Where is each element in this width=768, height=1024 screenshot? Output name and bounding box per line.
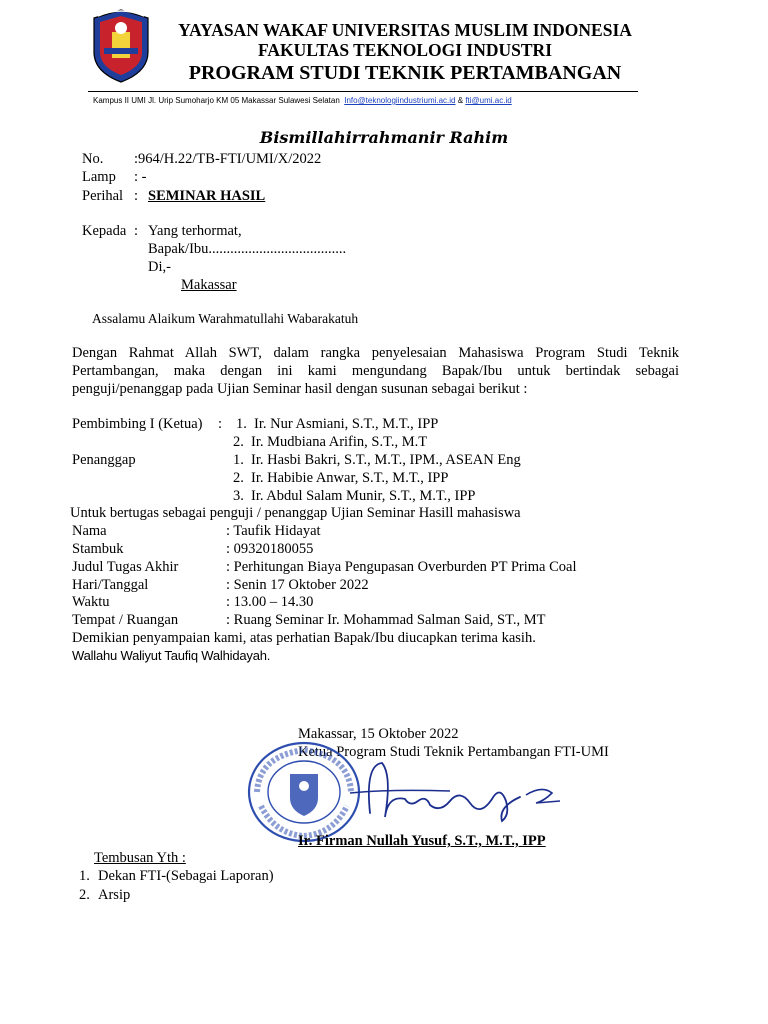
detail-value: : Perhitungan Biaya Pengupasan Overburden PT Prima Coal [226,559,577,575]
signature-position: Ketua Program Studi Teknik Pertambangan FTI-UMI [298,744,609,760]
detail-value: : 13.00 – 14.30 [226,594,314,610]
basmalah-heading: Bismillahirrahmanir Rahim [259,128,509,147]
pembimbing-colon: : [218,416,223,432]
perihal-value: SEMINAR HASIL [148,188,266,204]
header-divider [88,91,638,92]
penanggap-label: Penanggap [72,452,136,468]
penanggap-name: Ir. Abdul Salam Munir, S.T., M.T., IPP [251,488,476,504]
lamp-value: : - [134,169,147,185]
detail-label: Waktu [72,594,110,610]
lamp-label: Lamp [82,169,116,185]
signature-place-date: Makassar, 15 Oktober 2022 [298,726,459,742]
pembimbing-num: 2. [233,434,244,450]
cc-item-text: Arsip [98,887,131,903]
greeting: Assalamu Alaikum Warahmatullahi Wabarakatuh [92,311,359,326]
email-link-fti[interactable]: fti@umi.ac.id [465,96,512,105]
perihal-colon: : [134,188,139,204]
header-line-3: PROGRAM STUDI TEKNIK PERTAMBANGAN [188,62,622,84]
email-link-info[interactable]: Info@teknologiindustriumi.ac.id [344,96,456,105]
penanggap-num: 3. [233,488,244,504]
detail-label: Stambuk [72,541,124,557]
kepada-colon: : [134,223,139,239]
header-address-line [93,96,512,105]
penanggap-name: Ir. Habibie Anwar, S.T., M.T., IPP [251,470,449,486]
detail-value: : Taufik Hidayat [226,523,321,539]
detail-label: Hari/Tanggal [72,577,149,593]
cc-title: Tembusan Yth : [94,850,186,866]
paragraph-line-2: Pertambangan, maka dengan ini kami mengundang Bapak/Ibu untuk bertindak sebagai [72,363,679,379]
no-value: :964/H.22/TB-FTI/UMI/X/2022 [134,151,322,167]
penanggap-num: 1. [233,452,244,468]
header-line-2: FAKULTAS TEKNOLOGI INDUSTRI [257,40,552,60]
address-text: Kampus II UMI Jl. Urip Sumoharjo KM 05 Makassar Sulawesi Selatan [93,96,340,105]
perihal-label: Perihal [82,188,124,204]
paragraph-line-3: penguji/penanggap pada Ujian Seminar hasil dengan susunan sebagai berikut : [72,381,528,397]
detail-value: : 09320180055 [226,541,314,557]
detail-label: Nama [72,523,107,539]
detail-value: : Ruang Seminar Ir. Mohammad Salman Said, ST., MT [226,612,546,628]
no-label: No. [82,151,104,167]
paragraph-line-1: Dengan Rahmat Allah SWT, dalam rangka penyelesaian Mahasiswa Program Studi Teknik [72,345,679,361]
signatory-name: Ir. Firman Nullah Yusuf, S.T., M.T., IPP [298,833,546,849]
address-amp: & [457,96,464,105]
recipient-city: Makassar [181,277,237,293]
detail-label: Judul Tugas Akhir [72,559,179,575]
cc-item-num: 2. [79,887,90,903]
pembimbing-name: Ir. Nur Asmiani, S.T., M.T., IPP [254,416,439,432]
kepada-label: Kepada [82,223,127,239]
pembimbing-label: Pembimbing I (Ketua) [72,416,203,432]
cc-item-num: 1. [79,868,90,884]
detail-value: : Senin 17 Oktober 2022 [226,577,369,593]
detail-label: Tempat / Ruangan [72,612,179,628]
penanggap-name: Ir. Hasbi Bakri, S.T., M.T., IPM., ASEAN Eng [251,452,521,468]
cc-item-text: Dekan FTI-(Sebagai Laporan) [98,868,274,884]
pembimbing-num: 1. [236,416,247,432]
closing-line-2: Wallahu Waliyut Taufiq Walhidayah. [72,648,271,663]
task-line: Untuk bertugas sebagai penguji / penanggap Ujian Seminar Hasill mahasiswa [70,505,521,521]
recipient-line-1: Yang terhormat, [148,223,242,239]
handwritten-signature [330,755,570,835]
recipient-line-3: Di,- [148,259,171,275]
closing-line-1: Demikian penyampaian kami, atas perhatian Bapak/Ibu diucapkan terima kasih. [72,630,536,646]
recipient-line-2: Bapak/Ibu...................................... [148,241,347,257]
university-logo [90,8,152,84]
header-line-1: YAYASAN WAKAF UNIVERSITAS MUSLIM INDONESIA [178,20,632,40]
pembimbing-name: Ir. Mudbiana Arifin, S.T., M.T [251,434,428,450]
penanggap-num: 2. [233,470,244,486]
